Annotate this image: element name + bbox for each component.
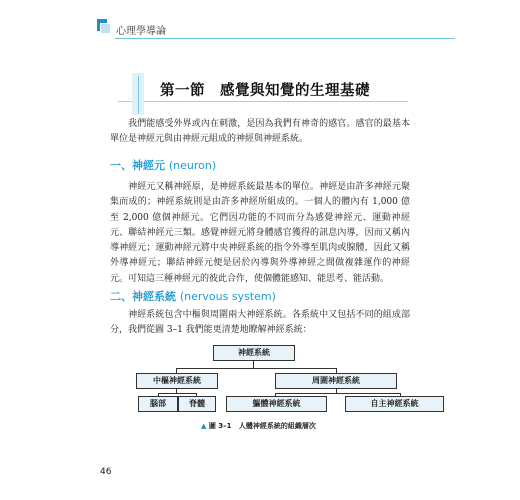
box-nervous-system: 神經系統 — [213, 345, 295, 361]
connector — [253, 360, 254, 368]
nervous-system-paragraph — [110, 308, 410, 339]
page-number: 46 — [100, 467, 112, 477]
box-spinal-cord: 脊髓 — [178, 396, 216, 412]
title-vertical-line — [138, 76, 139, 114]
box-autonomic-nervous-system: 自主神經系統 — [345, 396, 444, 412]
figure-caption-text: 人體神經系統的組織層次 — [238, 422, 316, 430]
heading-zh: 一、神經元 — [110, 159, 165, 172]
section-title: 第一節 感覺與知覺的生理基礎 — [160, 82, 370, 99]
connector — [275, 393, 400, 394]
book-title: 心理學導論 — [116, 26, 166, 37]
triangle-icon: ▲ — [201, 422, 207, 430]
box-brain: 腦部 — [138, 396, 178, 412]
heading-en: (nervous system) — [179, 290, 276, 303]
subsection-heading-neuron — [110, 157, 216, 173]
box-central-nervous-system: 中樞神經系統 — [136, 373, 218, 389]
neuron-paragraph — [110, 180, 410, 287]
header-square-light — [100, 23, 111, 34]
header-rule — [115, 38, 455, 39]
heading-en: (neuron) — [168, 159, 217, 172]
box-peripheral-nervous-system: 周圍神經系統 — [275, 373, 397, 389]
connector — [158, 393, 196, 394]
connector — [176, 368, 336, 369]
intro-text: 我們能感受外界或內在刺激，是因為我們有神奇的感官。感官的最基本單位是神經元與由神經元組成的神經與神經系統。 — [110, 119, 410, 145]
neuron-text: 神經元又稱神經原，是神經系統最基本的單位。神經是由許多神經元聚集而成的；神經系統則是由許多神經所組成的。一個人的體內有 1,000 億至 2,000 億個神經元。它們因功能的不同而分為感覺神經元、運動神經元、聯結神經元三類。感覺神經元將身體感官獲得的訊息內導，因而又稱內導神經元；運動神經元將中央神經系統的指令外導至肌肉或腺體，因此又稱外導神經元；聯結神經元便是居於內導與外導神經之間做複雜運作的神經元。可知這三種神經元的彼此合作，使個體能感知、能思考、能活動。 — [110, 182, 410, 284]
nervous-system-text: 神經系統包含中樞與周圍兩大神經系統。各系統中又包括不同的組成部分，我們從圖 3–1 我們能更清楚地瞭解神經系統： — [110, 310, 410, 336]
box-somatic-nervous-system: 軀體神經系統 — [226, 396, 327, 412]
subsection-heading-nervous-system — [110, 288, 276, 304]
intro-paragraph — [110, 117, 410, 148]
figure-label: 圖 3–1 — [208, 422, 232, 430]
figure-caption — [201, 421, 316, 431]
heading-zh: 二、神經系統 — [110, 290, 176, 303]
